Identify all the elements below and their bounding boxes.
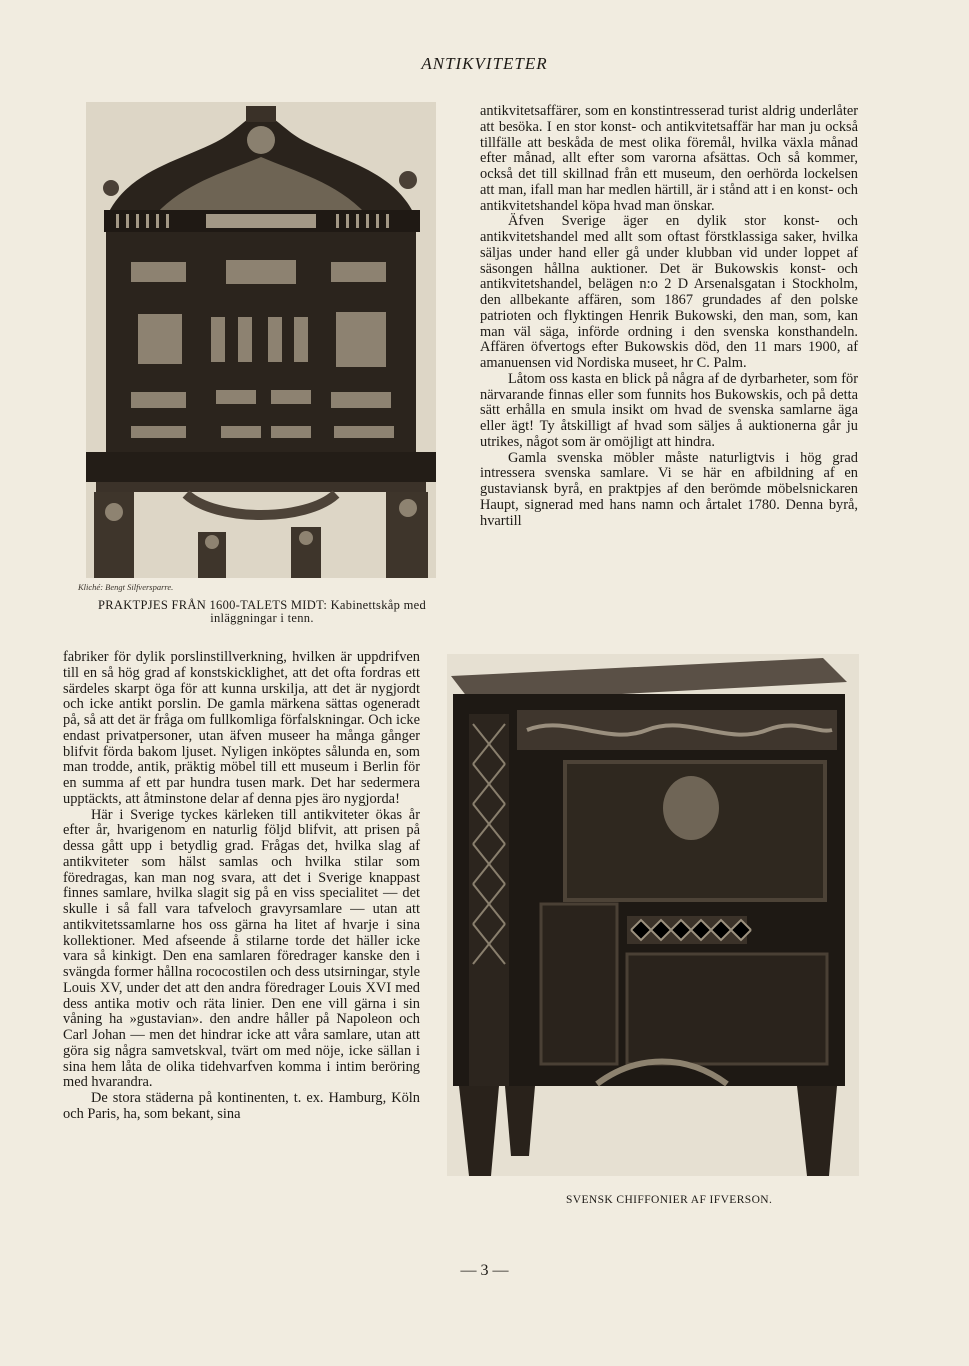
paragraph: Gamla svenska möbler måste naturligtvis i hög grad intressera svenska samlare. Vi se här en afbildning af en gustaviansk byrå, en praktpjes af den berömde möbelsnickaren Haupt, signerad med hans namn och årtalet 1780. Denna byrå, hvartill — [480, 449, 858, 529]
paragraph: Äfven Sverige äger en dylik stor konst- och antikvitetshandel med allt som oftast förstklassiga saker, hvilka säljas under hand eller gå under klubban vid under loppet af säsongen hållna auktioner. Det är Bukowskis konst- och antikvitetshandel, belägen n:o 2 D Arsenalsgatan i Stockholm, den allbekante affären, som 1867 grundades af den polske patrioten och flyktingen Henrik Bukowski, den man, som, kan man väl säga, införde ordning i den svenska konsthandeln. Affären öfvertogs efter Bukowskis död, den 11 mars 1900, af amanuensen vid Nordiska museet, hr C. Palm. — [480, 213, 858, 371]
paragraph: antikvitetsaffärer, som en konstintresserad turist aldrig underlåter att besöka. I en stor konst- och antikvitetsaffär har man ju också tillfälle att beskåda de mest olika föremål, hvilka växla månad efter månad, allt efter som varorna afsättas. Och så kommer, också det till skillnad från ett museum, den oerhörda lockelsen att man, ifall man har medlen härtill, är i stånd att i en konst- och antikvitetshandel köpa hvad man önskar. — [480, 103, 858, 214]
paragraph: fabriker för dylik porslinstillverkning, hvilken är uppdrifven till en så hög grad af konstskicklighet, att det ofta fordras ett särdeles skarpt öga för att kunna urskilja, att det är nygjordt och icke antikt porslin. De gamla märkena sättas ogeneradt på, så att det är fråga om fullkomliga förfalskningar. Och icke endast privatpersoner, utan äfven museer ha många gånger blifvit förda bakom ljuset. Nyligen inköptes sålunda en, som man trodde, antik, präktig möbel till ett museum i Berlin för en summa af ett par hundra tusen mark. Det har sedermera upptäckts, att åtminstone delar af denna pjes äro nygjorda! — [63, 649, 420, 807]
paragraph: Låtom oss kasta en blick på några af de dyrbarheter, som för närvarande finnas eller som funnits hos Bukowskis, och på detta sätt erhålla en smula insikt om hvad de svenska samlarne äga eller ägt! Ty åtskilligt af hvad som säljes å auktionerna går ju utrikes, något som är omöjligt att hindra. — [480, 370, 858, 450]
page-number: — 3 — — [460, 1262, 509, 1279]
left-column-text — [63, 650, 420, 1123]
cabinet-photo — [86, 102, 436, 578]
right-column-text — [480, 104, 858, 529]
chiffonier-caption: SVENSK CHIFFONIER AF IFVERSON. — [566, 1194, 773, 1206]
paragraph: Här i Sverige tyckes kärleken till antikviteter ökas år efter år, hvarigenom en naturlig följd blifvit, att prisen på dessa gått upp i betydlig grad. Frågas det, hvilka slag af antikviteter som hälst samlas och hvilka stilar som föredragas, kan man nog svara, att det i Sverige knappast finnes samlare, hvilka slagit sig på en viss specialitet — det skulle i så fall vara tafveloch gravyrsamlare — utan att antikvitetssamlarne hos oss gärna ha litet af hvarje i sina kollektioner. Med afseende å stilarne torde det häller icke vara så kinkigt. Den ena samlaren föredrager kanske den i svängda former hållna rococostilen och dess utsirningar, style Louis XV, under det att den andra föredrager Louis XVI med dess antika motiv och räta linier. Den ene vill gärna i sin våning ha »gustavian». den andre håller på Napoleon och Carl Johan — men det hindrar icke att våra samlare, utan att göra sig några samvetskval, tvärt om med nöje, icke sällan i sina hem låta de olika tidehvarfven komma i intim beröring med hvarandra. — [63, 806, 420, 1091]
photo-credit: Kliché: Bengt Silfversparre. — [78, 582, 174, 592]
chiffonier-photo — [447, 654, 859, 1176]
cabinet-caption: PRAKTPJES FRÅN 1600-TALETS MIDT: Kabinettskåp med inläggningar i tenn. — [98, 598, 426, 625]
running-title: ANTIKVITETER — [421, 54, 548, 73]
paragraph: De stora städerna på kontinenten, t. ex. Hamburg, Köln och Paris, ha, som bekant, sina — [63, 1090, 420, 1122]
